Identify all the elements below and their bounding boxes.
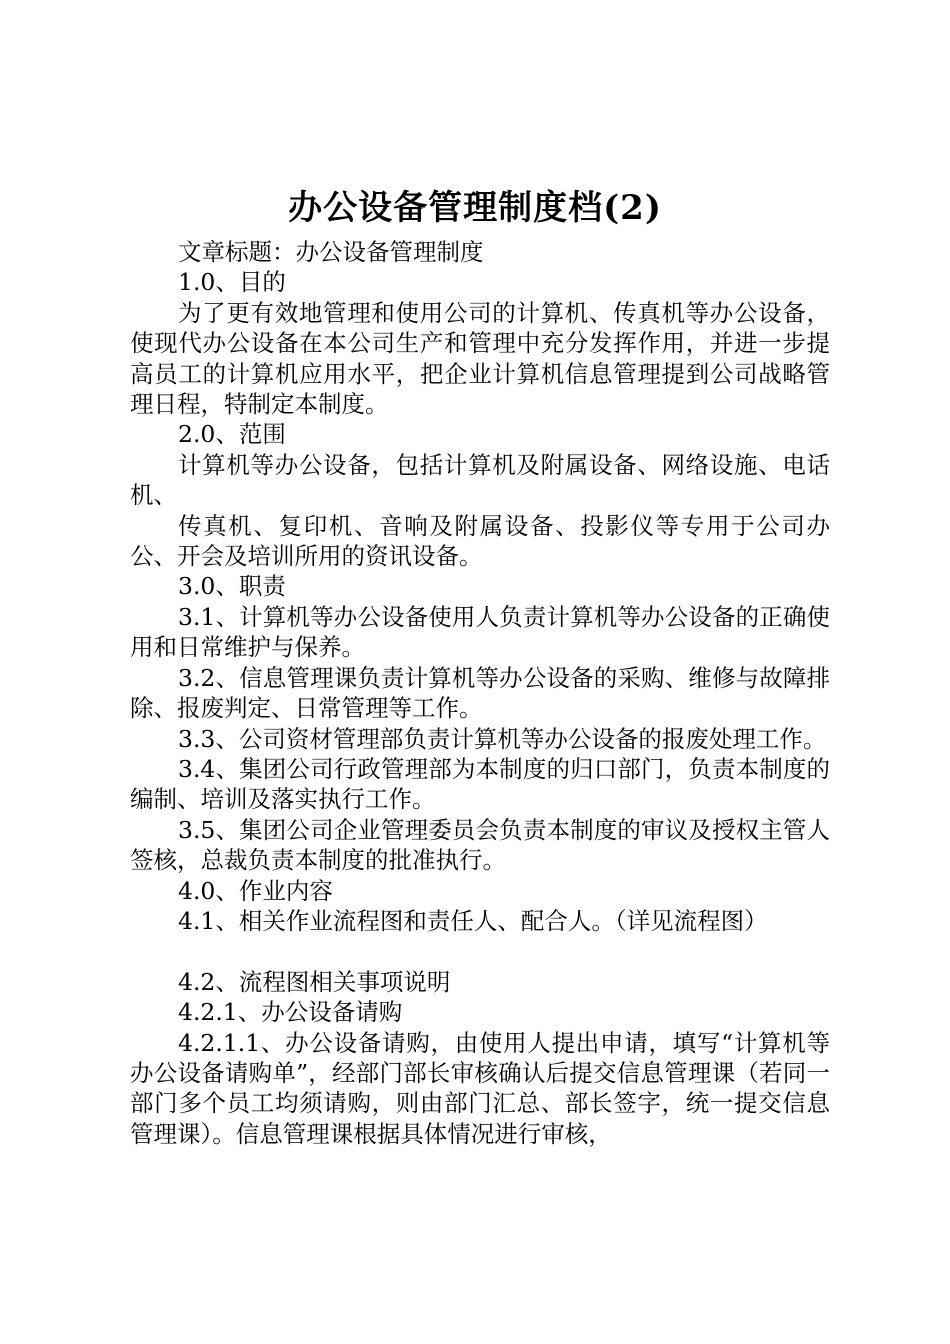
paragraph-scope-2: 传真机、复印机、音响及附属设备、投影仪等专用于公司办公、开会及培训所用的资讯设备。 [130, 511, 830, 571]
heading-work-4-2: 4.2、流程图相关事项说明 [178, 967, 451, 996]
paragraph-spacer [130, 936, 830, 966]
paragraph-work-4-1: 4.1、相关作业流程图和责任人、配合人。（详见流程图） [178, 906, 768, 935]
heading-responsibilities: 3.0、职责 [178, 572, 286, 601]
paragraph-article-title: 文章标题：办公设备管理制度 [178, 238, 484, 266]
paragraph-responsibility-3-5: 3.5、集团公司企业管理委员会负责本制度的审议及授权主管人签核，总裁负责本制度的批准执行。 [130, 815, 830, 875]
paragraph-responsibility-3-4: 3.4、集团公司行政管理部为本制度的归口部门，负责本制度的编制、培训及落实执行工作。 [130, 754, 830, 814]
heading-work-content: 4.0、作业内容 [178, 876, 333, 905]
paragraph-responsibility-3-3: 3.3、公司资材管理部负责计算机等办公设备的报废处理工作。 [178, 724, 827, 753]
document-body [130, 237, 830, 1149]
paragraph-purpose: 为了更有效地管理和使用公司的计算机、传真机等办公设备，使现代办公设备在本公司生产和管理中充分发挥作用，并进一步提高员工的计算机应用水平，把企业计算机信息管理提到公司战略管理日程，特制定本制度。 [130, 298, 830, 419]
paragraph-responsibility-3-1: 3.1、计算机等办公设备使用人负责计算机等办公设备的正确使用和日常维护与保养。 [130, 602, 830, 662]
heading-work-4-2-1: 4.2.1、办公设备请购 [178, 998, 403, 1027]
paragraph-scope-1: 计算机等办公设备，包括计算机及附属设备、网络设施、电话机、 [130, 450, 830, 510]
paragraph-responsibility-3-2: 3.2、信息管理课负责计算机等办公设备的采购、维修与故障排除、报废判定、日常管理等工作。 [130, 663, 830, 723]
heading-scope: 2.0、范围 [178, 420, 286, 449]
document-title: 办公设备管理制度档(2) [288, 188, 662, 228]
paragraph-work-4-2-1-1: 4.2.1.1、办公设备请购，由使用人提出申请，填写“计算机等办公设备请购单”，经部门部长审核确认后提交信息管理课（若同一部门多个员工均须请购，则由部门汇总、部长签字，统一提交信息管理课）。信息管理课根据具体情况进行审核， [130, 1028, 830, 1148]
heading-purpose: 1.0、目的 [178, 268, 286, 297]
